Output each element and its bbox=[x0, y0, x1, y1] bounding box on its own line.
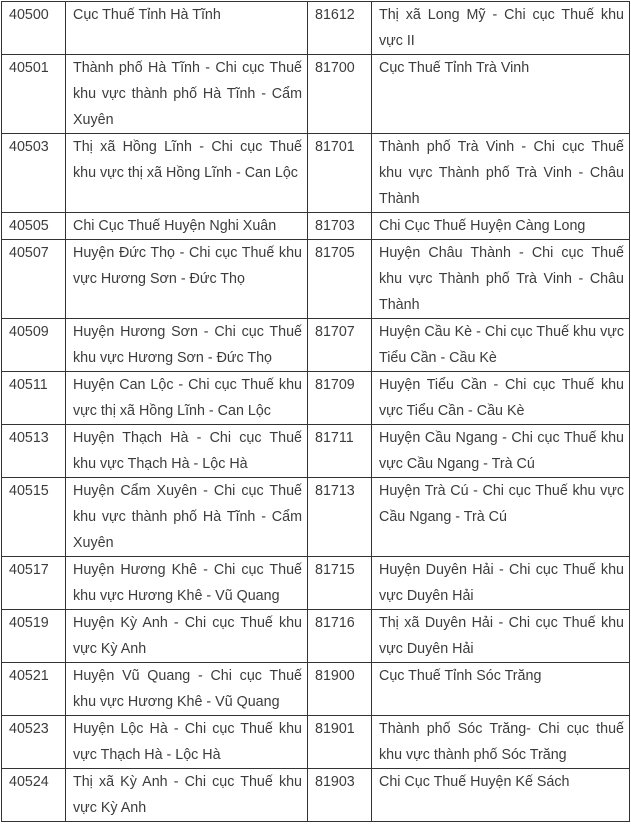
code-cell: 81707 bbox=[308, 319, 372, 372]
code-cell: 81703 bbox=[308, 213, 372, 240]
name-cell: Huyện Hương Sơn - Chi cục Thuế khu vực Hương Sơn - Đức Thọ bbox=[66, 319, 308, 372]
code-cell: 40501 bbox=[2, 55, 66, 134]
table-row bbox=[2, 240, 630, 319]
name-cell: Thị xã Hồng Lĩnh - Chi cục Thuế khu vực thị xã Hồng Lĩnh - Can Lộc bbox=[66, 134, 308, 213]
name-cell: Thị xã Kỳ Anh - Chi cục Thuế khu vực Kỳ Anh bbox=[66, 769, 308, 822]
table-row bbox=[2, 319, 630, 372]
code-cell: 81900 bbox=[308, 663, 372, 716]
table-row bbox=[2, 478, 630, 557]
name-cell: Cục Thuế Tỉnh Hà Tĩnh bbox=[66, 2, 308, 55]
name-cell: Cục Thuế Tỉnh Sóc Trăng bbox=[372, 663, 630, 716]
code-cell: 40523 bbox=[2, 716, 66, 769]
code-cell: 81901 bbox=[308, 716, 372, 769]
name-cell: Huyện Cẩm Xuyên - Chi cục Thuế khu vực thành phố Hà Tĩnh - Cẩm Xuyên bbox=[66, 478, 308, 557]
name-cell: Huyện Cầu Kè - Chi cục Thuế khu vực Tiểu Cần - Cầu Kè bbox=[372, 319, 630, 372]
name-cell: Huyện Can Lộc - Chi cục Thuế khu vực thị xã Hồng Lĩnh - Can Lộc bbox=[66, 372, 308, 425]
name-cell: Chi Cục Thuế Huyện Nghi Xuân bbox=[66, 213, 308, 240]
name-cell: Huyện Đức Thọ - Chi cục Thuế khu vực Hương Sơn - Đức Thọ bbox=[66, 240, 308, 319]
code-cell: 40509 bbox=[2, 319, 66, 372]
code-cell: 40511 bbox=[2, 372, 66, 425]
tax-office-table bbox=[1, 1, 630, 822]
code-cell: 81903 bbox=[308, 769, 372, 822]
code-cell: 81709 bbox=[308, 372, 372, 425]
name-cell: Chi Cục Thuế Huyện Kế Sách bbox=[372, 769, 630, 822]
code-cell: 40503 bbox=[2, 134, 66, 213]
name-cell: Thị xã Duyên Hải - Chi cục Thuế khu vực Duyên Hải bbox=[372, 610, 630, 663]
code-cell: 81716 bbox=[308, 610, 372, 663]
name-cell: Huyện Vũ Quang - Chi cục Thuế khu vực Hương Khê - Vũ Quang bbox=[66, 663, 308, 716]
table-row bbox=[2, 663, 630, 716]
code-cell: 81701 bbox=[308, 134, 372, 213]
code-cell: 81700 bbox=[308, 55, 372, 134]
name-cell: Thành phố Hà Tĩnh - Chi cục Thuế khu vực thành phố Hà Tĩnh - Cẩm Xuyên bbox=[66, 55, 308, 134]
name-cell: Huyện Cầu Ngang - Chi cục Thuế khu vực Cầu Ngang - Trà Cú bbox=[372, 425, 630, 478]
table-row bbox=[2, 716, 630, 769]
table-row bbox=[2, 557, 630, 610]
code-cell: 40524 bbox=[2, 769, 66, 822]
code-cell: 40519 bbox=[2, 610, 66, 663]
table-row bbox=[2, 610, 630, 663]
code-cell: 81713 bbox=[308, 478, 372, 557]
table-row bbox=[2, 769, 630, 822]
name-cell: Huyện Thạch Hà - Chi cục Thuế khu vực Thạch Hà - Lộc Hà bbox=[66, 425, 308, 478]
code-cell: 40513 bbox=[2, 425, 66, 478]
name-cell: Huyện Duyên Hải - Chi cục Thuế khu vực Duyên Hải bbox=[372, 557, 630, 610]
code-cell: 40507 bbox=[2, 240, 66, 319]
code-cell: 40505 bbox=[2, 213, 66, 240]
table-row bbox=[2, 134, 630, 213]
table-row bbox=[2, 213, 630, 240]
table-row bbox=[2, 425, 630, 478]
table-body bbox=[2, 2, 630, 822]
name-cell: Huyện Kỳ Anh - Chi cục Thuế khu vực Kỳ Anh bbox=[66, 610, 308, 663]
name-cell: Huyện Trà Cú - Chi cục Thuế khu vực Cầu Ngang - Trà Cú bbox=[372, 478, 630, 557]
name-cell: Huyện Tiểu Cần - Chi cục Thuế khu vực Tiểu Cần - Cầu Kè bbox=[372, 372, 630, 425]
code-cell: 40515 bbox=[2, 478, 66, 557]
code-cell: 81711 bbox=[308, 425, 372, 478]
name-cell: Huyện Lộc Hà - Chi cục Thuế khu vực Thạch Hà - Lộc Hà bbox=[66, 716, 308, 769]
table-row bbox=[2, 55, 630, 134]
code-cell: 40517 bbox=[2, 557, 66, 610]
name-cell: Thị xã Long Mỹ - Chi cục Thuế khu vực II bbox=[372, 2, 630, 55]
table-row bbox=[2, 2, 630, 55]
name-cell: Thành phố Trà Vinh - Chi cục Thuế khu vực Thành phố Trà Vinh - Châu Thành bbox=[372, 134, 630, 213]
code-cell: 81612 bbox=[308, 2, 372, 55]
code-cell: 40500 bbox=[2, 2, 66, 55]
name-cell: Thành phố Sóc Trăng- Chi cục thuế khu vực thành phố Sóc Trăng bbox=[372, 716, 630, 769]
code-cell: 81705 bbox=[308, 240, 372, 319]
code-cell: 81715 bbox=[308, 557, 372, 610]
table-row bbox=[2, 372, 630, 425]
name-cell: Huyện Hương Khê - Chi cục Thuế khu vực Hương Khê - Vũ Quang bbox=[66, 557, 308, 610]
name-cell: Huyện Châu Thành - Chi cục Thuế khu vực Thành phố Trà Vinh - Châu Thành bbox=[372, 240, 630, 319]
code-cell: 40521 bbox=[2, 663, 66, 716]
name-cell: Cục Thuế Tỉnh Trà Vinh bbox=[372, 55, 630, 134]
name-cell: Chi Cục Thuế Huyện Càng Long bbox=[372, 213, 630, 240]
